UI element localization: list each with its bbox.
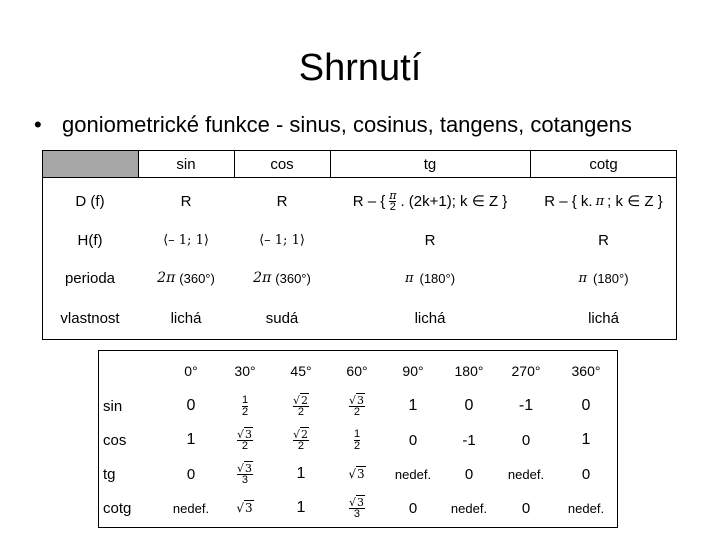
period-tg-pi: π [404,270,414,286]
tg-30: $\frac{√3}{3}$ [236,461,252,486]
domain-cotg-suffix: ; k ∈ Z } [607,193,663,210]
domain-tg [330,182,530,220]
period-cos-pi: 2π [253,270,272,286]
bullet-dot-icon: • [34,112,42,137]
range-tg: R [424,231,436,249]
period-tg [330,260,530,296]
row-label-tg: tg [103,465,116,483]
domain-cos: R [276,192,288,210]
sin-60: $\frac{√3}{2}$ [348,393,364,418]
period-cotg [530,260,677,296]
period-sin-pi: 2π [157,270,176,286]
property-tg: lichá [414,309,446,327]
period-cotg-deg: (180°) [593,270,629,286]
cotg-45: 1 [296,499,306,516]
cos-30: $\frac{√3}{2}$ [236,427,252,452]
period-cos-deg: (360°) [275,270,311,286]
angle-header: 360° [571,363,601,379]
period-sin-deg: (360°) [179,270,215,286]
values-table-body [99,351,617,527]
cos-360: 1 [581,431,591,448]
fraction-numerator: π [389,188,397,202]
bullet-line [34,110,632,140]
row-label-sin: sin [103,397,123,415]
domain-tg-suffix: . (2k+1); k ∈ Z } [400,193,508,210]
angle-header: 0° [184,363,198,379]
header-sin: sin [176,155,196,173]
property-cotg: lichá [588,309,619,327]
tg-270: nedef. [507,466,545,482]
angle-header: 90° [402,363,424,379]
angle-header: 270° [511,363,541,379]
property-sin: lichá [170,309,202,327]
domain-tg-fraction [389,190,396,213]
header-divider [530,150,531,178]
range-sin: ⟨– 1; 1⟩ [163,232,209,248]
tg-360: 0 [581,465,591,483]
header-divider [138,150,139,178]
cos-180: -1 [462,431,476,449]
cotg-60: $\frac{√3}{3}$ [348,495,364,520]
period-sin [138,260,234,296]
angle-header: 60° [346,363,368,379]
header-divider [234,150,235,178]
sin-0: 0 [186,397,196,414]
row-label-cos: cos [103,431,127,449]
cotg-270: 0 [521,499,531,517]
range-cos: ⟨– 1; 1⟩ [259,232,305,248]
cos-270: 0 [521,431,531,449]
header-tg: tg [423,155,437,173]
angle-header: 45° [290,363,312,379]
header-cos: cos [270,155,294,173]
row-label-cotg: cotg [103,499,132,517]
functions-properties-table [42,150,677,340]
sin-45: $\frac{√2}{2}$ [292,393,308,418]
bullet-text: goniometrické funkce - sinus, cosinus, tangens, cotangens [62,112,632,137]
cotg-0: nedef. [172,500,210,516]
header-cotg: cotg [589,155,618,173]
fraction-denominator: 2 [389,200,396,213]
row-label-property: vlastnost [60,309,120,327]
sin-180: 0 [464,397,474,414]
row-label-period: perioda [64,269,116,287]
sin-30: $\frac{1}{2}$ [241,393,249,418]
angle-header: 30° [234,363,256,379]
cos-0: 1 [186,431,196,448]
sin-90: 1 [408,397,418,414]
cotg-180: nedef. [450,500,488,516]
period-tg-deg: (180°) [419,270,456,286]
property-cos: sudá [265,309,299,327]
domain-cotg-pi: π [595,193,605,209]
cotg-30: √3 [236,501,253,515]
sin-270: -1 [518,397,534,414]
header-divider [330,150,331,178]
range-cotg: R [598,231,609,249]
tg-180: 0 [464,465,474,483]
tg-45: 1 [296,465,306,482]
row-label-domain: D (f) [75,192,105,210]
domain-cotg-prefix: R – { k. [544,192,593,210]
slide-title: Shrnutí [298,47,422,89]
cos-45: $\frac{√2}{2}$ [292,427,308,452]
domain-tg-prefix: R – { [352,192,386,210]
cos-90: 0 [408,431,418,449]
cotg-360: nedef. [567,500,605,516]
angle-header: 180° [454,363,484,379]
row-label-range: H(f) [77,231,103,249]
cotg-90: 0 [408,499,418,517]
domain-cotg [530,182,677,220]
sin-360: 0 [581,397,591,414]
tg-90: nedef. [394,466,432,482]
period-cos [234,260,330,296]
tg-0: 0 [186,465,196,483]
domain-sin: R [180,192,192,210]
values-table [98,350,618,528]
tg-60: √3 [348,467,365,481]
cos-60: $\frac{1}{2}$ [353,427,361,452]
period-cotg-pi: π [578,270,587,286]
